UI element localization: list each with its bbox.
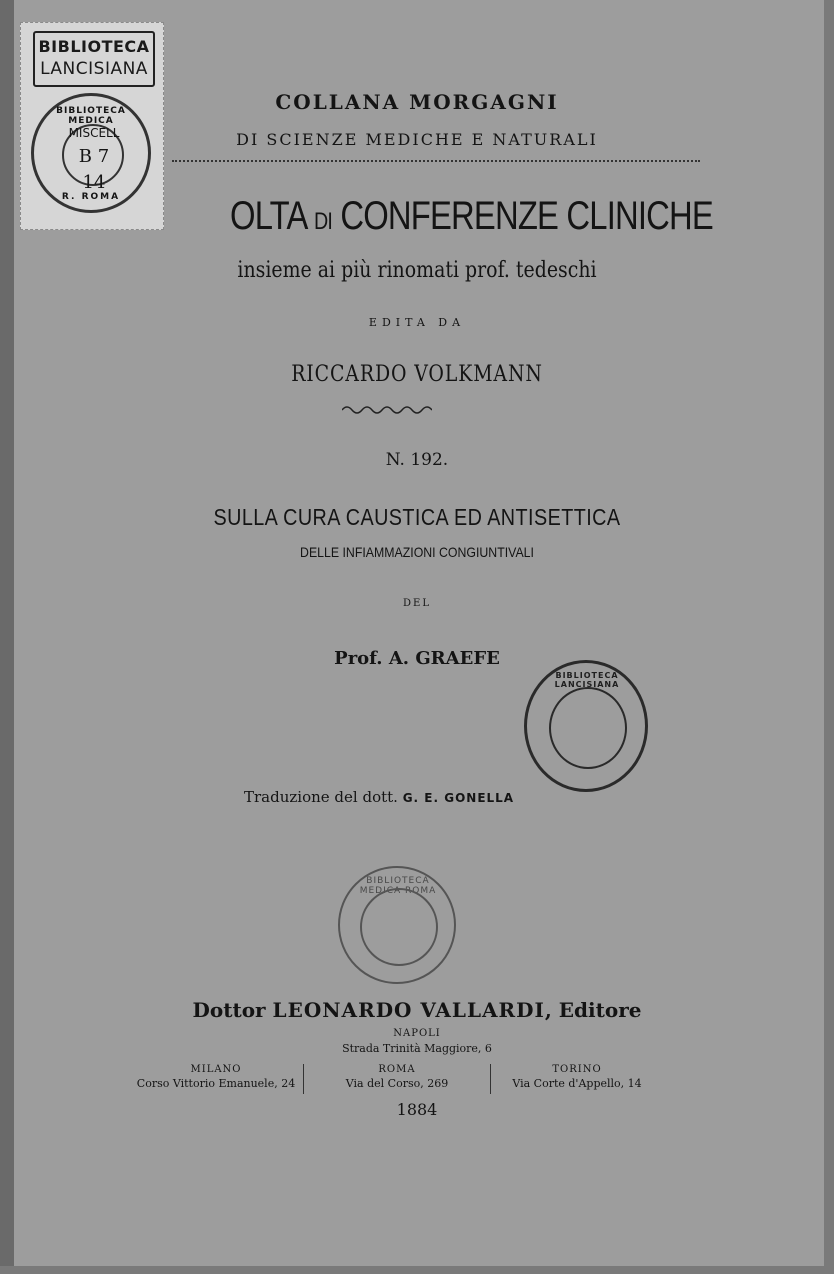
series-subtitle: DI SCIENZE MEDICHE E NATURALI <box>236 130 598 149</box>
branch-address: Via Corte d'Appello, 14 <box>512 1077 642 1090</box>
work-subtitle: DELLE INFIAMMAZIONI CONGIUNTIVALI <box>300 544 534 560</box>
author-name: Prof. A. GRAEFE <box>334 648 500 669</box>
branch-city: ROMA <box>378 1064 416 1075</box>
shelf-mark: B 7 <box>78 146 110 167</box>
series-title: COLLANA MORGAGNI <box>275 90 559 114</box>
publisher-prefix: Dottor <box>192 998 266 1022</box>
work-title: SULLA CURA CAUSTICA ED ANTISETTICA <box>213 504 621 530</box>
dotted-rule <box>172 160 700 162</box>
editor-name: RICCARDO VOLKMANN <box>291 362 543 387</box>
publisher-line <box>0 998 834 1022</box>
translator-name: G. E. GONELLA <box>402 791 515 805</box>
shelf-section: MISCELL <box>68 126 120 140</box>
library-seal-stamp <box>524 660 648 792</box>
library-stamp-ring-bottom: R. ROMA <box>61 192 121 202</box>
collection-title-di: DI <box>314 208 333 235</box>
faded-stamp-inner-ring <box>360 888 438 966</box>
library-name-line2: LANCISIANA <box>40 59 148 79</box>
branch-address: Corso Vittorio Emanuele, 24 <box>136 1077 296 1090</box>
translation-prefix: Traduzione del dott. <box>244 788 398 806</box>
collection-subtitle: insieme ai più rinomati prof. tedeschi <box>237 258 597 283</box>
faded-library-stamp <box>338 866 456 984</box>
library-label <box>20 22 164 230</box>
faded-stamp-text: BIBLIOTECA MEDICA ROMA <box>359 876 437 896</box>
collection-title <box>230 194 713 239</box>
issue-number: N. 192. <box>385 450 449 470</box>
cover-bottom-edge <box>0 1266 834 1274</box>
collection-title-part-b: CONFERENZE CLINICHE <box>340 194 713 238</box>
library-stamp-ring-top: BIBLIOTECA MEDICA <box>56 106 126 126</box>
crest-icon <box>549 687 627 769</box>
shelf-number: 14 <box>82 172 106 193</box>
branch-city: MILANO <box>190 1064 242 1075</box>
branch-milano <box>116 1064 316 1090</box>
publisher-suffix: , Editore <box>544 998 642 1022</box>
main-address: Strada Trinità Maggiore, 6 <box>342 1042 492 1055</box>
branch-address: Via del Corso, 269 <box>345 1077 449 1090</box>
by-label: DEL <box>403 598 431 609</box>
cover-left-edge <box>0 0 14 1274</box>
edited-by-label: EDITA DA <box>368 316 466 329</box>
translation-credit <box>244 788 514 806</box>
cover-right-edge <box>824 0 834 1274</box>
library-seal-text: BIBLIOTECA LANCISIANA <box>554 671 620 689</box>
library-name-box <box>33 31 155 87</box>
library-name-line1: BIBLIOTECA <box>38 37 150 56</box>
branch-roma <box>297 1064 497 1090</box>
main-city: NAPOLI <box>393 1028 441 1039</box>
branch-city: TORINO <box>552 1064 602 1075</box>
collection-title-part-a: OLTA <box>230 194 306 238</box>
wave-ornament <box>342 404 432 416</box>
branch-torino <box>477 1064 677 1090</box>
publisher-name: LEONARDO VALLARDI <box>272 998 545 1022</box>
publication-year: 1884 <box>396 1100 438 1119</box>
